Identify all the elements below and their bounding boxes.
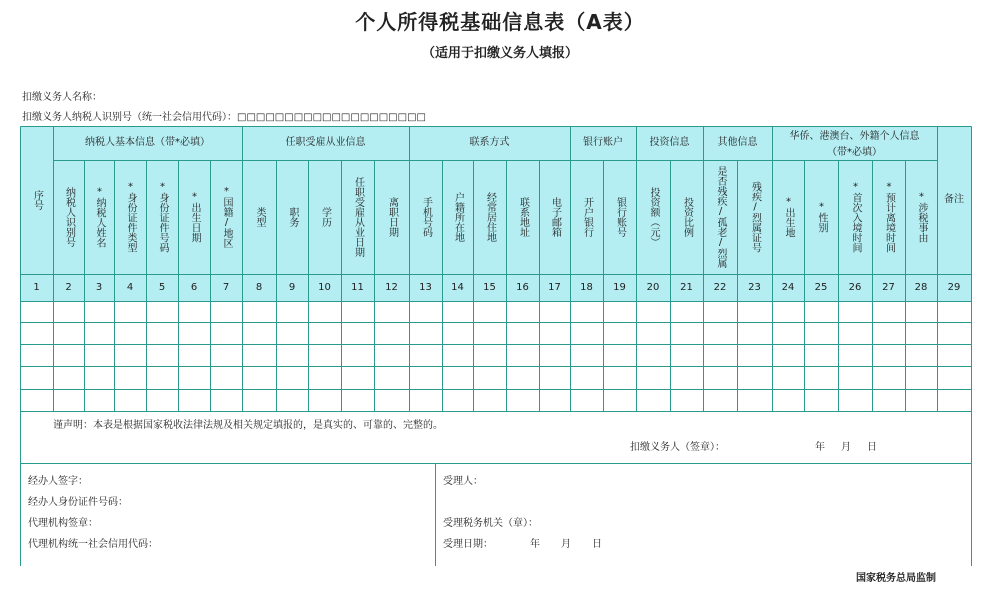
column-number: 2 <box>65 281 72 293</box>
column-number: 15 <box>483 281 496 293</box>
column-number: 24 <box>781 281 795 293</box>
group-header: 纳税人基本信息（带*必填） <box>85 137 210 148</box>
column-number: 26 <box>848 281 862 293</box>
group-header: 华侨、港澳台、外籍个人信息 <box>789 131 920 142</box>
column-header: *出生日期 <box>189 191 200 243</box>
withholder-signature-label: 扣缴义务人（签章）： <box>630 442 725 453</box>
receiver-label: 受理人： <box>443 476 483 487</box>
column-number: 21 <box>680 281 693 293</box>
column-number: 4 <box>126 281 134 293</box>
date-year: 年 <box>815 442 825 453</box>
column-number: 10 <box>318 281 331 293</box>
agent-id-label: 经办人身份证件号码： <box>28 497 128 508</box>
column-header: 类型 <box>254 207 265 227</box>
declaration-text: 谨声明：本表是根据国家税收法律法规及相关规定填报的，是真实的、可靠的、完整的。 <box>53 420 443 431</box>
agency-code-label: 代理机构统一社会信用代码： <box>28 539 158 550</box>
column-number: 20 <box>646 281 660 293</box>
column-number: 19 <box>613 281 626 293</box>
agent-signature-label: 经办人签字： <box>28 476 88 487</box>
column-header: 电子邮箱 <box>549 197 561 237</box>
column-number: 14 <box>451 281 464 293</box>
column-header: 银行账号 <box>614 197 626 237</box>
column-number: 6 <box>190 281 198 293</box>
column-number: 7 <box>222 281 230 293</box>
column-header: 任职受雇从业日期 <box>352 177 364 257</box>
column-header: 离职日期 <box>386 197 398 237</box>
column-header: 纳税人识别号 <box>63 187 75 247</box>
column-header: *国籍/地区 <box>221 186 232 248</box>
column-number: 27 <box>882 281 895 293</box>
column-header: 是否残疾/孤老/烈属 <box>715 166 726 268</box>
receiving-office-label: 受理税务机关（章）： <box>443 518 538 529</box>
column-number: 11 <box>351 281 364 293</box>
column-number: 17 <box>548 281 561 293</box>
date-month: 月 <box>841 442 851 453</box>
column-number: 28 <box>914 281 928 293</box>
column-number: 1 <box>33 281 40 293</box>
column-header: 职务 <box>287 207 298 227</box>
column-header: 开户银行 <box>581 197 593 237</box>
supervisor-footer: 国家税务总局监制 <box>856 573 936 584</box>
column-header: *身份证件号码 <box>157 181 168 253</box>
column-number: 5 <box>158 281 166 293</box>
column-number: 12 <box>385 281 398 293</box>
column-number: 13 <box>419 281 432 293</box>
form-title: 个人所得税基础信息表（A表） <box>355 10 645 34</box>
receiving-date-label: 受理日期： <box>443 539 493 550</box>
column-header: *涉税事由 <box>916 191 927 243</box>
column-header: 备注 <box>944 194 964 205</box>
group-header-note: （带*必填） <box>827 147 882 158</box>
column-number: 3 <box>95 281 103 293</box>
agency-seal-label: 代理机构签章： <box>28 518 98 529</box>
withholder-id-field: 扣缴义务人纳税人识别号（统一社会信用代码）：□□□□□□□□□□□□□□□□□□□□ <box>22 112 426 123</box>
column-number: 29 <box>947 281 961 293</box>
column-header: 投资比例 <box>681 197 693 237</box>
column-header: 投资额（元） <box>648 187 659 247</box>
column-number: 9 <box>288 281 296 293</box>
info-table <box>20 126 972 566</box>
column-header: *身份证件类型 <box>125 181 136 253</box>
column-header: *预计离境时间 <box>883 181 895 253</box>
date-day: 日 <box>867 442 877 453</box>
group-header: 银行账户 <box>583 137 623 148</box>
column-number: 16 <box>516 281 529 293</box>
receiving-date-year: 年 <box>530 539 540 550</box>
column-header: 残疾/烈属证号 <box>749 181 761 253</box>
column-number: 25 <box>814 281 828 293</box>
column-number: 18 <box>580 281 593 293</box>
column-header: 经常居住地 <box>484 192 496 242</box>
column-header: 手机号码 <box>420 197 432 237</box>
receiving-date-day: 日 <box>592 539 602 550</box>
form-subtitle: （适用于扣缴义务人填报） <box>421 46 578 61</box>
column-header: 户籍所在地 <box>452 192 464 242</box>
column-header: 序号 <box>31 190 43 210</box>
group-header: 投资信息 <box>649 137 690 148</box>
column-number: 23 <box>748 281 761 293</box>
group-header: 其他信息 <box>717 137 758 148</box>
column-header: 学历 <box>319 207 331 227</box>
column-header: *纳税人姓名 <box>94 186 105 248</box>
withholder-name-field: 扣缴义务人名称： <box>22 92 102 103</box>
group-header: 任职受雇从业信息 <box>285 137 366 148</box>
column-header: *性别 <box>816 201 827 233</box>
column-header: *出生地 <box>783 196 794 238</box>
column-number: 22 <box>713 281 727 293</box>
column-number: 8 <box>255 281 263 293</box>
column-header: 联系地址 <box>517 197 529 237</box>
column-header: *首次入境时间 <box>850 181 861 253</box>
group-header: 联系方式 <box>469 137 510 148</box>
receiving-date-month: 月 <box>561 539 571 550</box>
